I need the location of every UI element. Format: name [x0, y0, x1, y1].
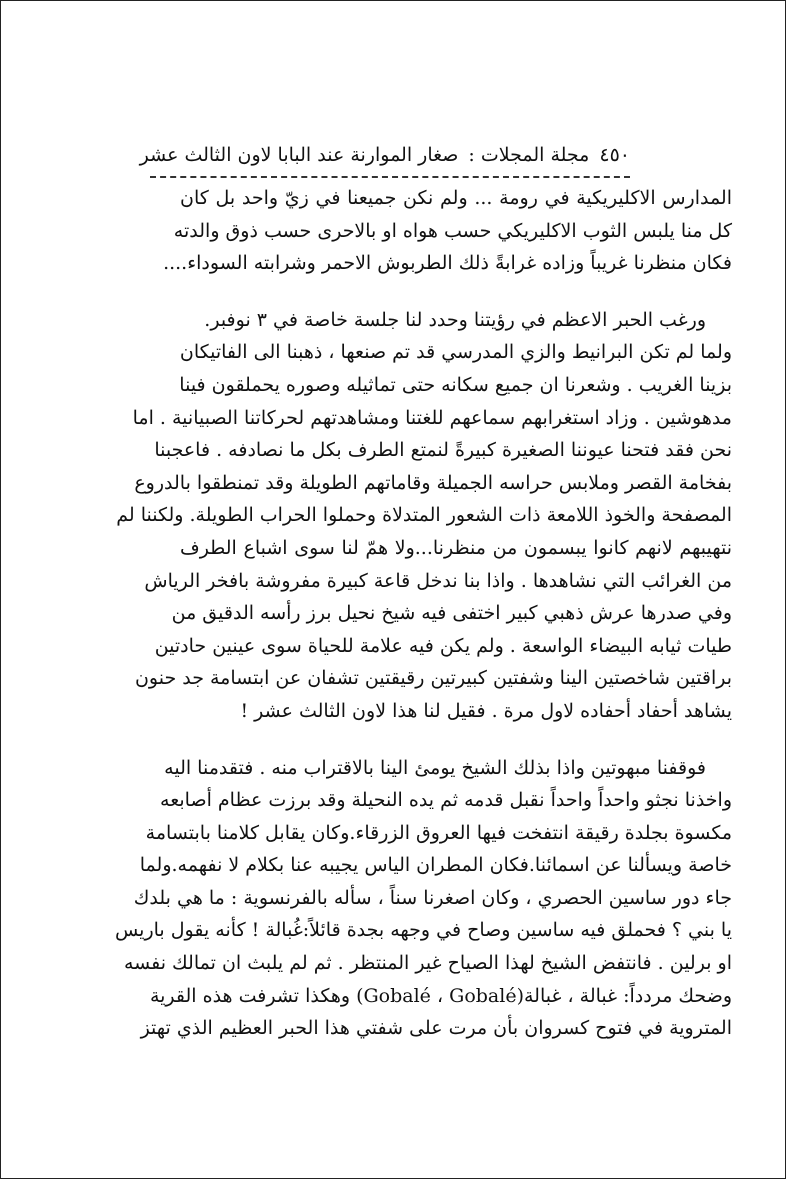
text-line: كل منا يلبس الثوب الاكليريكي حسب هواه او بالاحرى حسب ذوق والدته [173, 219, 732, 242]
article-body [114, 182, 732, 1045]
journal-name: مجلة المجلات : [468, 144, 590, 166]
text-line: براقتين شاخصتين الينا وشفتين كبيرتين رقيقتين تشفان عن ابتسامة جد حنون [134, 667, 732, 690]
text-line: جاء دور ساسين الحصري ، وكان اصغرنا سناً ، سأله بالفرنسوية : ما هي بلدك [133, 886, 732, 909]
text-line: مكسوة بجلدة رقيقة انتفخت فيها العروق الزرقاء.وكان يقابل كلامنا بابتسامة [145, 821, 732, 844]
paragraph [116, 304, 732, 728]
article-title: صغار الموارنة عند البابا لاون الثالث عشر [139, 144, 459, 166]
paragraph [114, 752, 732, 1045]
text-line: يا بني ؟ فحملق فيه ساسين وصاح في وجهه بجدة قائلاً:غُبالة ! كأنه يقول باريس [114, 919, 732, 942]
text-line: ولما لم تكن البرانيط والزي المدرسي قد تم صنعها ، ذهبنا الى الفاتيكان [179, 341, 732, 364]
text-line: المدارس الاكليريكية في رومة ... ولم نكن جميعنا في زيّ واحد بل كان [180, 187, 732, 209]
text-line: بفخامة القصر وملابس حراسه الجميلة وقاماتهم الطويلة وقد تمنطقوا بالدروع [134, 471, 732, 494]
text-line: نتهيبهم لانهم كانوا يبسمون من منظرنا...ولا همّ لنا سوى اشباع الطرف [180, 536, 732, 559]
text-line: من الغرائب التي نشاهدها . واذا بنا ندخل قاعة كبيرة مفروشة بافخر الرياش [144, 569, 732, 592]
text-line: وفي صدرها عرش ذهبي كبير اختفى فيه شيخ نحيل برز رأسه الدقيق من [171, 602, 732, 625]
text-line: فوقفنا مبهوتين واذا بذلك الشيخ يومئ الينا بالاقتراب منه . فتقدمنا اليه [164, 756, 706, 779]
text-line: نحن فقد فتحنا عيوننا الصغيرة كبيرةً لنمتع الطرف بكل ما نصادفه . فاعجبنا [154, 439, 732, 462]
text-line: خاصة ويسألنا عن اسمائنا.فكان المطران الياس يجيبه عنا بكلام لا نفهمه.ولما [139, 854, 732, 877]
header-rule [150, 176, 630, 178]
text-line: ورغب الحبر الاعظم في رؤيتنا وحدد لنا جلسة خاصة في ٣ نوفبر. [204, 308, 706, 331]
text-line: وضحك مردداً: غبالة ، غبالة(Gobalé ، Gobalé) وهكذا تشرفت هذه القرية [149, 984, 732, 1007]
text-line: المتروية في فتوح كسروان بأن مرت على شفتي هذا الحبر العظيم الذي تهتز [140, 1017, 732, 1040]
text-line: او برلين . فانتفض الشيخ لهذا الصياح غير المنتظر . ثم لم يلبث ان تمالك نفسه [123, 952, 732, 975]
page-number: ٤٥٠ [599, 144, 630, 166]
text-line: يشاهد أحفاد أحفاده لاول مرة . فقيل لنا هذا لاون الثالث عشر ! [240, 699, 732, 722]
text-line: المصفحة والخوذ اللامعة ذات الشعور المتدلاة وحملوا الحراب الطويلة. ولكننا لم [116, 504, 732, 527]
running-header [139, 140, 630, 170]
text-line: مدهوشين . وزاد استغرابهم سماعهم للغتنا ومشاهدتهم لحركاتنا الصبيانية . اما [132, 406, 732, 429]
text-line: فكان منظرنا غريباً وزاده غرابةً ذلك الطربوش الاحمر وشرابته السوداء.... [163, 252, 732, 275]
paragraph [163, 182, 732, 280]
text-line: بزينا الغريب . وشعرنا ان جميع سكانه حتى تماثيله وصوره يحملقون فينا [179, 373, 732, 396]
text-line: واخذنا نجثو واحداً واحداً نقبل قدمه ثم يده النحيلة وقد برزت عظام أصابعه [160, 789, 732, 812]
text-line: طيات ثيابه البيضاء الواسعة . ولم يكن فيه علامة للحياة سوى عينين حادتين [154, 634, 732, 657]
